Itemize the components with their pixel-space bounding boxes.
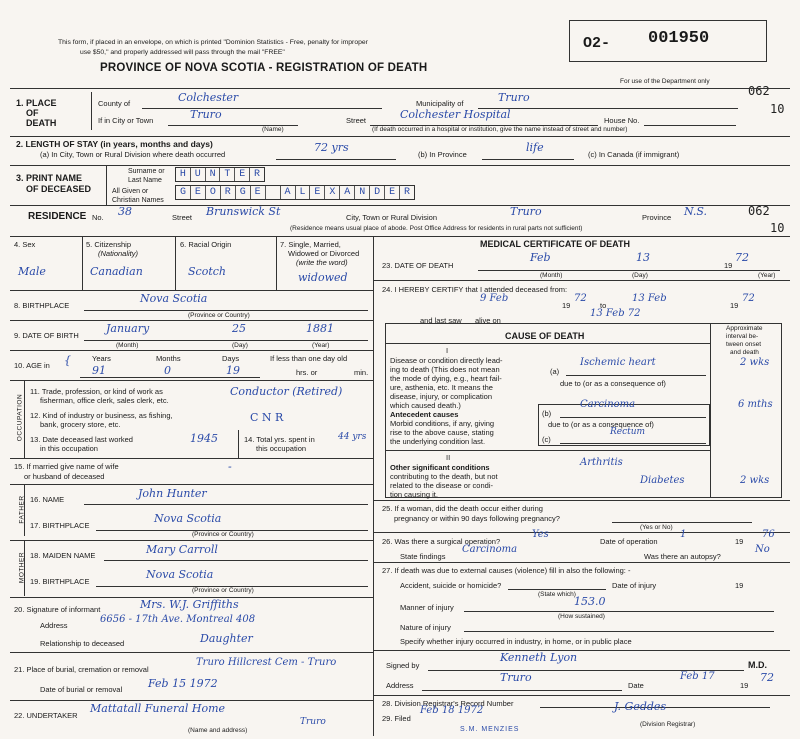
registration-number: 001950 bbox=[648, 29, 710, 48]
age-days: 19 bbox=[226, 364, 240, 377]
citizenship-value: Canadian bbox=[90, 265, 143, 278]
municipality-value: Truro bbox=[498, 91, 530, 104]
industry-value: C N R bbox=[250, 411, 284, 424]
age-months: 0 bbox=[164, 364, 171, 377]
mail-notice-line1: This form, if placed in an envelope, on which is printed "Dominion Statistics - Free, penalty for improper bbox=[58, 39, 368, 46]
place-label: 1. PLACE bbox=[16, 98, 57, 108]
attended-to: 13 Feb bbox=[632, 293, 667, 304]
burial-place: Truro Hillcrest Cem - Truro bbox=[196, 657, 337, 668]
informant-address: 6656 - 17th Ave. Montreal 408 bbox=[100, 614, 256, 625]
department-use-label: For use of the Department only bbox=[620, 78, 710, 85]
operation-date: 1 bbox=[680, 529, 687, 540]
medical-certificate-title: MEDICAL CERTIFICATE OF DEATH bbox=[480, 239, 630, 249]
last-worked-value: 1945 bbox=[190, 432, 218, 445]
sex-value: Male bbox=[18, 265, 46, 278]
other-condition-2: Diabetes bbox=[640, 475, 685, 486]
form-title: PROVINCE OF NOVA SCOTIA - REGISTRATION OF DEATH bbox=[100, 62, 428, 74]
marital-value: widowed bbox=[298, 271, 348, 284]
residence-city: Truro bbox=[510, 205, 542, 218]
father-name: John Hunter bbox=[138, 487, 207, 500]
undertaker-town: Truro bbox=[300, 717, 326, 727]
death-month: Feb bbox=[530, 251, 551, 264]
birthplace-value: Nova Scotia bbox=[140, 292, 208, 305]
occupation-side-label: OCCUPATION bbox=[16, 393, 24, 442]
dept-code-3: 062 bbox=[748, 204, 770, 218]
other-interval: 2 wks bbox=[740, 475, 770, 486]
dob-day: 25 bbox=[232, 322, 246, 335]
mother-birthplace: Nova Scotia bbox=[146, 568, 214, 581]
signed-date: Feb 17 bbox=[680, 671, 715, 682]
burial-date: Feb 15 1972 bbox=[148, 677, 218, 690]
undertaker-name: Mattatall Funeral Home bbox=[90, 702, 226, 715]
operation-year: 76 bbox=[762, 529, 775, 540]
manner-code: 153.0 bbox=[574, 595, 606, 608]
other-condition: Arthritis bbox=[580, 457, 623, 468]
county-value: Colchester bbox=[178, 91, 239, 104]
father-side-label: FATHER bbox=[18, 495, 26, 524]
cause-a: Ischemic heart bbox=[580, 357, 656, 368]
residence-label: RESIDENCE bbox=[28, 211, 87, 222]
last-saw-date: 13 Feb 72 bbox=[590, 308, 641, 319]
mail-notice-line2: use $50," and properly addressed will pass through the mail "FREE" bbox=[80, 49, 285, 56]
dob-month: January bbox=[106, 322, 150, 335]
street-value: Colchester Hospital bbox=[400, 108, 511, 121]
city-value: Truro bbox=[190, 108, 222, 121]
cause-c: Rectum bbox=[610, 427, 646, 437]
dept-code-1: 062 bbox=[748, 84, 770, 98]
age-years: 91 bbox=[92, 364, 106, 377]
death-year: 72 bbox=[735, 251, 749, 264]
trade-value: Conductor (Retired) bbox=[230, 385, 343, 398]
findings-value: Carcinoma bbox=[462, 544, 518, 555]
registrar-signature: J. Geddes bbox=[614, 700, 667, 713]
stay-province-value: life bbox=[526, 141, 544, 154]
residence-number: 38 bbox=[118, 205, 132, 218]
filed-date: Feb 18 1972 bbox=[420, 705, 484, 716]
surgery-value: Yes bbox=[532, 529, 549, 540]
stay-label: 2. LENGTH OF STAY (in years, months and days) bbox=[16, 139, 213, 149]
informant-signature: Mrs. W.J. Griffiths bbox=[140, 598, 239, 611]
mother-maiden-name: Mary Carroll bbox=[146, 543, 218, 556]
dept-code-2: 10 bbox=[770, 102, 785, 116]
cause-a-interval: 2 wks bbox=[740, 357, 770, 368]
mother-side-label: MOTHER bbox=[18, 551, 26, 584]
father-birthplace: Nova Scotia bbox=[154, 512, 222, 525]
spouse-value: - bbox=[228, 460, 232, 473]
given-names-letter-grid: G E O R G E A L E X A N D E R bbox=[175, 185, 415, 200]
dob-year: 1881 bbox=[306, 322, 334, 335]
dept-code-4: 10 bbox=[770, 221, 785, 235]
cause-b: Carcinoma bbox=[580, 399, 636, 410]
registrar-stamp: S.M. MENZIES bbox=[460, 726, 520, 733]
total-years-value: 44 yrs bbox=[338, 432, 367, 442]
death-registration-form: This form, if placed in an envelope, on which is printed "Dominion Statistics - Free, penalty for improper use $50," and properly addressed will pass through the mail "FREE" PROVINCE OF NOVA SCOTIA - REGISTRATION OF DEATH O2- 001950 For use of the Department only 062 10 1. PLACE OF DEATH County of Colchester Municipality of Truro If in City or Town Truro (Name) Street Colchester Hospital House No. (If death occurred in a hospital or institution, give the name instead of street and number) 2. LENGTH OF STAY (in years, months and days) (a) In City, Town or Rural Division where death occurred 72 yrs (b) In Province life (c) In Canada (if immigrant) 3. PRINT NAME OF DECEASED Surname or Last Name All Given or Christian Names H U N T E R G E O R G E A L E X A N D E R RESIDENCE No. 38 Street Brunswick St City, Town or Rural Division Truro Province N.S. 062 10 (Residence means usual place of abode. Post Office Address for residents in rural parts not sufficient) 4. Sex Male 5. Citizenship (Nationality) Canadian 6. Racial Origin Scotch 7. Single, Married, Widowed or Divorced (write the word) widowed 8. BIRTHPLACE Nova Scotia (Province or Country) 9. DATE OF BIRTH January 25 1881 (Month) (Day) (Year) 10. AGE in { Years 91 Months 0 Days 19 If less than one day old hrs. or min. OCCUPATION 11. Trade, profession, or kind of work as fisherman, office clerk, sales clerk, etc. Conductor (Retired) 12. Kind of industry or business, as fishing, bank, grocery store, etc. C N R 13. Date deceased last worked in this occupation 1945 14. Total yrs. spent in this occupation 44 yrs 15. If married give name of wife or husband of deceased - FATHER 16. NAME John Hunter 17. BIRTHPLACE Nova Scotia (Province or Country) MOTHER 18. MAIDEN NAME Mary Carroll 19. BIRTHPLACE Nova Scotia (Province or Country) 20. Signature of informant Mrs. W.J. Griffiths Address 6656 - 17th Ave. Montreal 408 Relationship to deceased Daughter 21. Place of burial, cremation or removal Truro Hillcrest Cem - Truro Date of burial or removal Feb 15 1972 22. UNDERTAKER Mattatall Funeral Home Truro (Name and address) MEDICAL CERTIFICATE OF DEATH 23. DATE OF DEATH Feb 13 19 72 (Month) (Day) (Year) 24. I HEREBY CERTIFY that I attended deceased from: 9 Feb 19 72 to 13 Feb 19 72 and last saw alive on 13 Feb 72 CAUSE OF DEATH Approximate interval be- tween onset and death I Disease or condition directly lead- ing to death (This does not mean the mode of dying, e.g., heart fail- ure, asthenia, etc. It means the disease, injury, or complication which caused death.) (a) Ischemic heart 2 wks due to (or as a consequence of) Antecedent causes Morbid conditions, if any, giving rise to the above cause, stating the underlying condition last. (b) Carcinoma 6 mths due to (or as a consequence of) (c) Rectum II Other significant conditions contributing to the death, but not related to the disease or condi- tion causing it. Arthritis Diabetes 2 wks 25. If a woman, did the death occur either during pregnancy or within 90 days following pregnancy? (Yes or No) 26. Was there a surgical operation? Yes Date of operation 1 19 76 State findings Carcinoma Was there an autopsy? No 27. If death was due to external causes (violence) fill in also the following: - Accident, suicide or homicide? Date of injury 19 (State which) Manner of injury 153.0 (How sustained) Nature of injury Specify whether injury occurred in industry, in home, or in public place Signed by Kenneth Lyon M.D. Address Truro Date Feb 17 19 72 28. Division Registrar's Record Number 29. Filed Feb 18 1972 J. Geddes (Division Registrar) S.M. MENZIES bbox=[0, 0, 800, 739]
registration-prefix: O2- bbox=[583, 35, 611, 52]
surname-letter-grid: H U N T E R bbox=[175, 167, 265, 182]
residence-province: N.S. bbox=[684, 205, 708, 218]
physician-signature: Kenneth Lyon bbox=[500, 651, 578, 664]
residence-street: Brunswick St bbox=[206, 205, 281, 218]
cause-b-interval: 6 mths bbox=[738, 399, 773, 410]
relationship-value: Daughter bbox=[200, 632, 253, 645]
cause-of-death-title: CAUSE OF DEATH bbox=[505, 331, 585, 341]
death-day: 13 bbox=[636, 251, 650, 264]
stay-city-value: 72 yrs bbox=[314, 141, 349, 154]
physician-address: Truro bbox=[500, 671, 532, 684]
attended-from: 9 Feb bbox=[480, 293, 509, 304]
autopsy-value: No bbox=[755, 544, 770, 555]
racial-origin-value: Scotch bbox=[188, 265, 226, 278]
